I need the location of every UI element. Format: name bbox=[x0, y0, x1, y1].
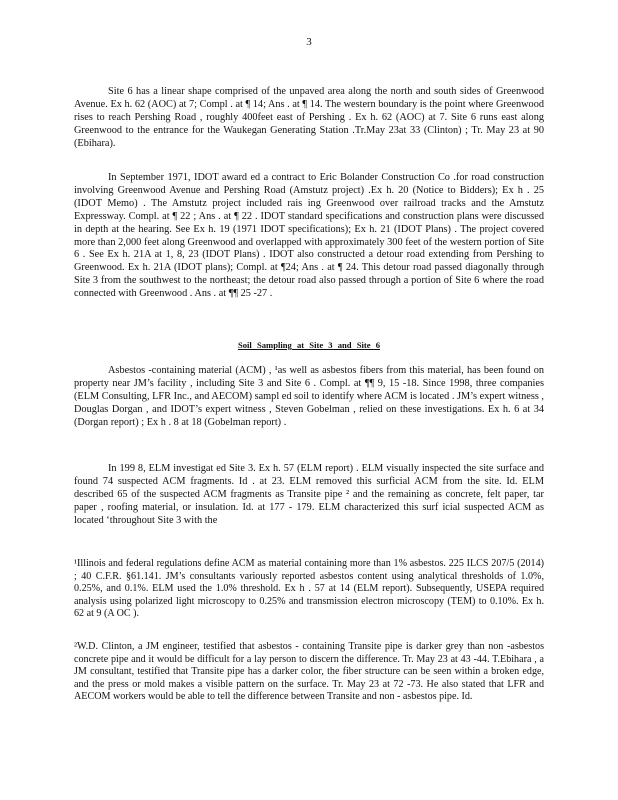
footnote-2: ²W.D. Clinton, a JM engineer, testified that asbestos - containing Transite pipe is darker grey than non -asbestos concrete pipe and it would be difficult for a lay person to discern the difference. Tr. May 23 at 43 -44. T.Ebihara , a JM consultant, testified that Transite pipe has a darker color, the fiber structure can be seen within a broken edge, and the press or mold makes a visible pattern on the surface. Tr. May 23 at 72 -73. He also stated that LFR and AECOM workers would be able to tell the difference between Transite and non - asbestos pipe. Id. bbox=[74, 641, 544, 703]
paragraph-text: Site 6 has a linear shape comprised of the unpaved area along the north and south sides of Greenwood Avenue. Ex h. 62 (AOC) at 7; Compl . at ¶ 14; Ans . at ¶ 14. The western boundary is the point where Greenwood rises to reach Pershing Road , roughly 400feet east of Pershing . Ex h. 62 (AOC) at 7. Site 6 runs east along Greenwood to the entrance for the Waukegan Generating Station .Tr.May 23at 33 (Clinton) ; Tr. May 23 at 90 (Ebihara). bbox=[74, 86, 544, 149]
section-heading: Soil Sampling at Site 3 and Site 6 bbox=[237, 340, 381, 350]
page-number: 3 bbox=[306, 36, 312, 48]
paragraph-idot-contract bbox=[74, 172, 544, 301]
paragraph-text: In 199 8, ELM investigat ed Site 3. Ex h. 57 (ELM report) . ELM visually inspected the site surface and found 74 suspected ACM fragments. Id . at 23. ELM removed this surficial ACM from the site. Id. ELM described 65 of the suspected ACM fragments as Transite pipe ² and the remaining as concrete, felt paper, tar paper , roofing material, or insulation. Id. at 177 - 179. ELM characterized this surf icial suspected ACM as located ‘throughout Site 3 with the bbox=[74, 463, 544, 526]
paragraph-text: In September 1971, IDOT award ed a contract to Eric Bolander Construction Co .for road construction involving Greenwood Avenue and Pershing Road (Amstutz project) .Ex h. 20 (Notice to Bidders); Ex h . 25 (IDOT Memo) . The Amstutz project included rais ing Greenwood over railroad tracks and the Amstutz Expressway. Compl. at ¶ 22 ; Ans . at ¶ 22 . IDOT standard specifications and construction plans were discussed in depth at the hearing. See Ex h. 19 (1971 IDOT specifications); Ex h. 21 (IDOT Plans) . The project covered more than 2,000 feet along Greenwood and overlapped with approximately 300 feet of the western portion of Site 6 . See Ex h. 21A at 1, 8, 23 (IDOT Plans) . IDOT also constructed a detour road extending from Pershing to Greenwood. Ex h. 21A (IDOT plans); Compl. at ¶24; Ans . at ¶ 24. This detour road passed diagonally through Site 3 from the southwest to the northeast; the detour road also passed through a portion of Site 6 where the road connected with Greenwood . Ans . at ¶¶ 25 -27 . bbox=[74, 172, 544, 300]
paragraph-elm-investigation bbox=[74, 463, 544, 528]
paragraph-asbestos-findings bbox=[74, 365, 544, 430]
footnote-1: ¹Illinois and federal regulations define ACM as material containing more than 1% asbestos. 225 ILCS 207/5 (2014) ; 40 C.F.R. §61.141. JM’s consultants variously reported asbestos content using analytical thresholds of 1.0%, 0.25%, and 0.1%. ELM used the 1.0% threshold. Ex h . 57 at 14 (ELM report). Subsequently, USEPA required analysis using polarized light microscopy to 0.25% and transmission electron microscopy (TEM) to 0.10%. Ex h. 62 at 9 (A OC ). bbox=[74, 558, 544, 620]
paragraph-site-6-description bbox=[74, 86, 544, 151]
paragraph-text: Asbestos -containing material (ACM) , ¹as well as asbestos fibers from this material, has been found on property near JM’s facility , including Site 3 and Site 6 . Compl. at ¶¶ 9, 15 -18. Since 1998, three companies (ELM Consulting, LFR Inc., and AECOM) sampl ed soil to identify where ACM is located . JM’s expert witness , Douglas Dorgan , and IDOT’s expert witness , Steven Gobelman , relied on these investigations. Ex h. 6 at 34 (Dorgan report) ; Ex h . 8 at 18 (Gobelman report) . bbox=[74, 365, 544, 428]
